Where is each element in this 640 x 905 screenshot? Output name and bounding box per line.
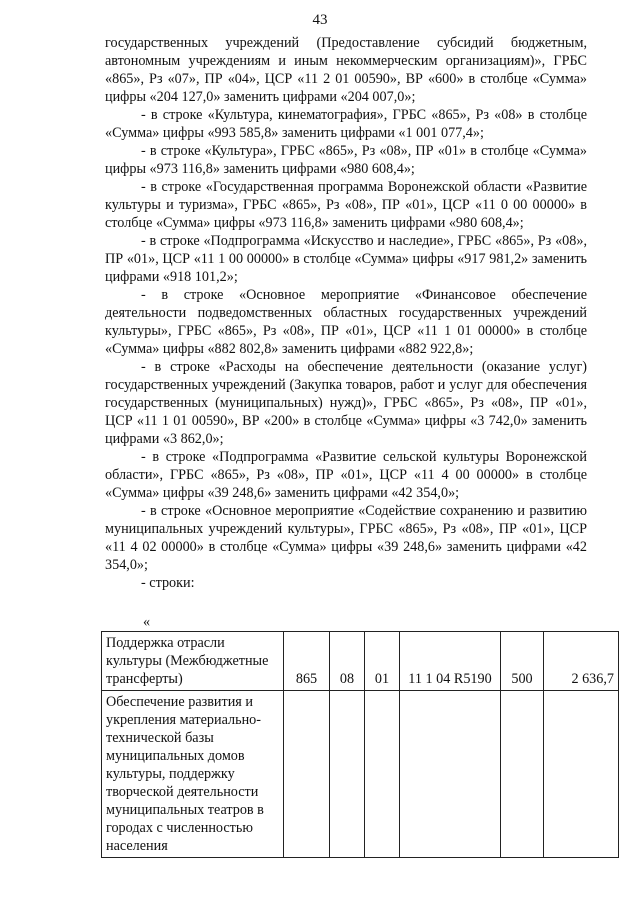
cell-name: Обеспечение развития и укрепления материально-технической базы муниципальных домов культуры, поддержку творческой деятельности муниципальных театров в городах с численностью населения xyxy=(102,691,284,858)
opening-quote-mark: « xyxy=(143,614,151,630)
cell-grbs: 865 xyxy=(284,632,330,691)
paragraph-item: - в строке «Государственная программа Воронежской области «Развитие культуры и туризма», ГРБС «865», Рз «08», ПР «01», ЦСР «11 0 00 00000» в столбце «Сумма» цифры «973 116,8» заменить цифрами «980 608,4»; xyxy=(105,179,587,231)
page-number: 43 xyxy=(312,12,328,28)
table-row xyxy=(102,691,619,858)
document-body xyxy=(105,34,587,592)
cell-csr xyxy=(400,691,501,858)
cell-sum: 2 636,7 xyxy=(544,632,619,691)
budget-table xyxy=(101,631,619,858)
paragraph-item: - в строке «Подпрограмма «Искусство и наследие», ГРБС «865», Рз «08», ПР «01», ЦСР «11 1 00 00000» в столбце «Сумма» цифры «917 981,2» заменить цифрами «918 101,2»; xyxy=(105,233,587,285)
cell-pr xyxy=(365,691,400,858)
cell-grbs xyxy=(284,691,330,858)
paragraph-item: - в строке «Основное мероприятие «Содействие сохранению и развитию муниципальных учреждений культуры», ГРБС «865», Рз «08», ПР «01», ЦСР «11 4 02 00000» в столбце «Сумма» цифры «39 248,6» заменить цифрами «42 354,0»; xyxy=(105,503,587,573)
paragraph-item: - в строке «Основное мероприятие «Финансовое обеспечение деятельности подведомственных областных государственных учреждений культуры», ГРБС «865», Рз «08», ПР «01», ЦСР «11 1 01 00000» в столбце «Сумма» цифры «882 802,8» заменить цифрами «882 922,8»; xyxy=(105,287,587,357)
cell-pr: 01 xyxy=(365,632,400,691)
paragraph-item: - строки: xyxy=(141,575,195,591)
paragraph-continuation: государственных учреждений (Предоставление субсидий бюджетным, автономным учреждениям и иным некоммерческим организациям)», ГРБС «865», Рз «07», ПР «04», ЦСР «11 2 01 00590», ВР «600» в столбце «Сумма» цифры «204 127,0» заменить цифрами «204 007,0»; xyxy=(105,35,587,105)
cell-name: Поддержка отрасли культуры (Межбюджетные трансферты) xyxy=(102,632,284,691)
paragraph-item: - в строке «Культура», ГРБС «865», Рз «08», ПР «01» в столбце «Сумма» цифры «973 116,8» заменить цифрами «980 608,4»; xyxy=(105,143,587,177)
cell-rz: 08 xyxy=(330,632,365,691)
paragraph-item: - в строке «Культура, кинематография», ГРБС «865», Рз «08» в столбце «Сумма» цифры «993 585,8» заменить цифрами «1 001 077,4»; xyxy=(105,107,587,141)
cell-rz xyxy=(330,691,365,858)
paragraph-item: - в строке «Подпрограмма «Развитие сельской культуры Воронежской области», ГРБС «865», Рз «08», ПР «01», ЦСР «11 4 00 00000» в столбце «Сумма» цифры «39 248,6» заменить цифрами «42 354,0»; xyxy=(105,449,587,501)
cell-vr xyxy=(501,691,544,858)
cell-csr: 11 1 04 R5190 xyxy=(400,632,501,691)
cell-sum xyxy=(544,691,619,858)
table-row xyxy=(102,632,619,691)
cell-vr: 500 xyxy=(501,632,544,691)
paragraph-item: - в строке «Расходы на обеспечение деятельности (оказание услуг) государственных учреждений (Закупка товаров, работ и услуг для обеспечения государственных (муниципальных) нужд)», ГРБС «865», Рз «08», ПР «01», ЦСР «11 1 01 00590», ВР «200» в столбце «Сумма» цифры «3 742,0» заменить цифрами «3 862,0»; xyxy=(105,359,587,447)
